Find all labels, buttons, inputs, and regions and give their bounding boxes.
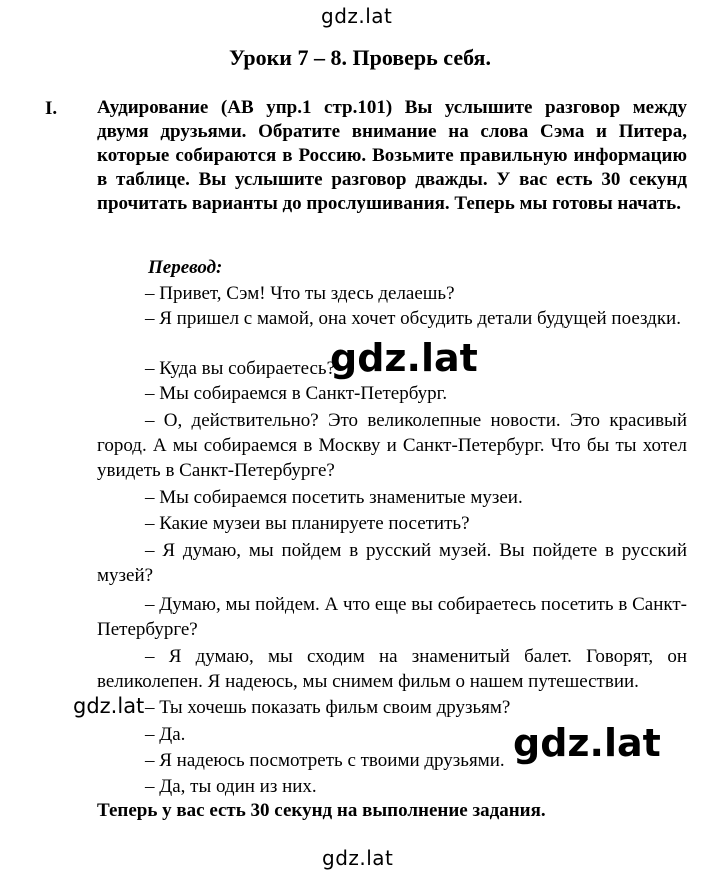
page-title: Уроки 7 – 8. Проверь себя. bbox=[229, 45, 491, 70]
dialogue-line: – Привет, Сэм! Что ты здесь делаешь? bbox=[145, 283, 455, 304]
translation-heading: Перевод: bbox=[148, 257, 223, 278]
watermark-middle-lower: gdz.lat bbox=[513, 721, 661, 765]
dialogue-line: – Да, ты один из них. bbox=[145, 776, 317, 797]
watermark-middle: gdz.lat bbox=[330, 336, 478, 380]
dialogue-line: – Мы собираемся посетить знаменитые музеи. bbox=[145, 487, 523, 508]
dialogue-line: – Я пришел с мамой, она хочет обсудить детали будущей поездки. bbox=[145, 308, 681, 329]
dialogue-line: – Какие музеи вы планируете посетить? bbox=[145, 513, 470, 534]
dialogue-line: – Я думаю, мы сходим на знаменитый балет. Говорят, он великолепен. Я надеюсь, мы снимем фильм о нашем путешествии. bbox=[97, 646, 687, 692]
watermark-bottom: gdz.lat bbox=[322, 846, 394, 870]
watermark-left: gdz.lat bbox=[73, 694, 145, 718]
task-instructions: Аудирование (АВ упр.1 стр.101) Вы услышите разговор между двумя друзьями. Обратите внимание на слова Сэма и Питера, которые собираются в Россию. Возьмите правильную информацию в таблице. Вы услышите разговор дважды. У вас есть 30 секунд прочитать варианты до прослушивания. Теперь мы готовы начать. bbox=[97, 97, 687, 214]
dialogue-line: – Куда вы собираетесь? bbox=[145, 358, 336, 379]
dialogue-line: – Я надеюсь посмотреть с твоими друзьями. bbox=[145, 750, 505, 771]
dialogue-line: – О, действительно? Это великолепные новости. Это красивый город. А мы собираемся в Москву и Санкт-Петербург. Что бы ты хотел увидеть в Санкт-Петербурге? bbox=[97, 410, 687, 481]
watermark-top: gdz.lat bbox=[321, 4, 393, 28]
dialogue-line: – Ты хочешь показать фильм своим друзьям? bbox=[145, 697, 511, 718]
section-number: I. bbox=[45, 98, 58, 119]
dialogue-line: – Мы собираемся в Санкт-Петербург. bbox=[145, 383, 448, 404]
final-note: Теперь у вас есть 30 секунд на выполнение задания. bbox=[97, 800, 546, 821]
dialogue-line: – Я думаю, мы пойдем в русский музей. Вы пойдете в русский музей? bbox=[97, 540, 687, 586]
dialogue-line: – Да. bbox=[145, 724, 186, 745]
dialogue-line: – Думаю, мы пойдем. А что еще вы собираетесь посетить в Санкт-Петербурге? bbox=[97, 594, 687, 640]
